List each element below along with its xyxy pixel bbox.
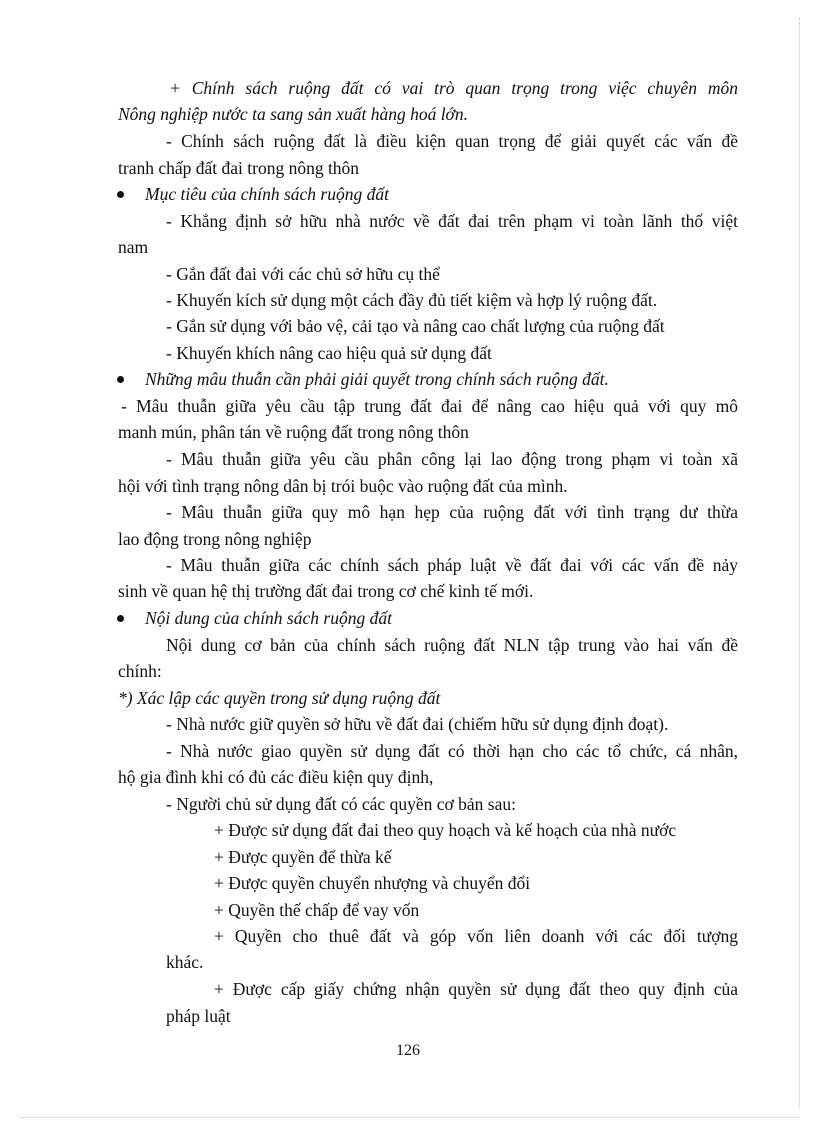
section-heading: Nội dung của chính sách ruộng đất bbox=[145, 608, 392, 628]
text-line: + Quyền thế chấp để vay vốn bbox=[214, 900, 420, 920]
text-line: - Chính sách ruộng đất là điều kiện quan trọng để giải quyết các vấn đề bbox=[166, 131, 738, 151]
bullet-icon bbox=[117, 615, 124, 622]
text-line: - Nhà nước giao quyền sử dụng đất có thời hạn cho các tổ chức, cá nhân, bbox=[166, 741, 738, 761]
text-line: tranh chấp đất đai trong nông thôn bbox=[118, 158, 360, 178]
text-line: Nội dung cơ bản của chính sách ruộng đất NLN tập trung vào hai vấn đề bbox=[166, 635, 738, 655]
text-line: - Mâu thuẫn giữa các chính sách pháp luật về đất đai với các vấn đề nảy bbox=[166, 555, 738, 575]
text-line: - Khuyến kích sử dụng một cách đầy đủ tiết kiệm và hợp lý ruộng đất. bbox=[166, 290, 658, 310]
text-line: - Khuyến khích nâng cao hiệu quả sử dụng đất bbox=[166, 343, 492, 363]
text-line: - Khẳng định sở hữu nhà nước về đất đai trên phạm vi toàn lãnh thổ việt bbox=[166, 211, 738, 231]
text-line: + Chính sách ruộng đất có vai trò quan trọng trong việc chuyên môn bbox=[169, 78, 738, 98]
page-border-right bbox=[799, 18, 800, 1108]
bullet-icon bbox=[117, 376, 124, 383]
text-line: sinh về quan hệ thị trường đất đai trong cơ chế kinh tế mới. bbox=[118, 581, 534, 601]
text-line: manh mún, phân tán về ruộng đất trong nông thôn bbox=[118, 422, 469, 442]
text-line: + Được cấp giấy chứng nhận quyền sử dụng đất theo quy định của bbox=[214, 979, 738, 999]
bullet-icon bbox=[117, 191, 124, 198]
text-line: lao động trong nông nghiệp bbox=[118, 529, 312, 549]
text-line: chính: bbox=[118, 661, 162, 681]
page-border-bottom bbox=[20, 1117, 800, 1118]
text-line: hội với tình trạng nông dân bị trói buộc vào ruộng đất của mình. bbox=[118, 476, 568, 496]
text-line: nam bbox=[118, 237, 149, 257]
section-heading: Những mâu thuẫn cần phải giải quyết trong chính sách ruộng đất. bbox=[145, 369, 609, 389]
subsection-heading: *) Xác lập các quyền trong sử dụng ruộng đất bbox=[118, 688, 441, 708]
text-line: - Gắn đất đai với các chủ sở hữu cụ thể bbox=[166, 264, 440, 284]
text-line: + Được quyền để thừa kế bbox=[214, 847, 392, 867]
text-line: hộ gia đình khi có đủ các điều kiện quy định, bbox=[118, 767, 434, 787]
section-heading: Mục tiêu của chính sách ruộng đất bbox=[145, 184, 389, 204]
text-line: + Được sử dụng đất đai theo quy hoạch và kế hoạch của nhà nước bbox=[214, 820, 677, 840]
text-line: - Người chủ sử dụng đất có các quyền cơ bản sau: bbox=[166, 794, 516, 814]
text-line: + Được quyền chuyển nhượng và chuyển đổi bbox=[214, 873, 531, 893]
text-line: - Mâu thuẫn giữa yêu cầu tập trung đất đai để nâng cao hiệu quả với quy mô bbox=[121, 396, 738, 416]
text-line: - Mâu thuẫn giữa yêu cầu phân công lại lao động trong phạm vi toàn xã bbox=[166, 449, 738, 469]
text-line: + Quyền cho thuê đất và góp vốn liên doanh với các đối tượng bbox=[214, 926, 738, 946]
page-number: 126 bbox=[396, 1042, 420, 1059]
text-line: khác. bbox=[166, 952, 204, 972]
text-line: Nông nghiệp nước ta sang sản xuất hàng hoá lớn. bbox=[118, 104, 469, 124]
text-line: pháp luật bbox=[166, 1006, 231, 1026]
text-line: - Mâu thuẫn giữa quy mô hạn hẹp của ruộng đất với tình trạng dư thừa bbox=[166, 502, 738, 522]
text-line: - Nhà nước giữ quyền sở hữu về đất đai (chiếm hữu sử dụng định đoạt). bbox=[166, 714, 669, 734]
text-line: - Gắn sử dụng với bảo vệ, cải tạo và nâng cao chất lượng của ruộng đất bbox=[166, 316, 665, 336]
